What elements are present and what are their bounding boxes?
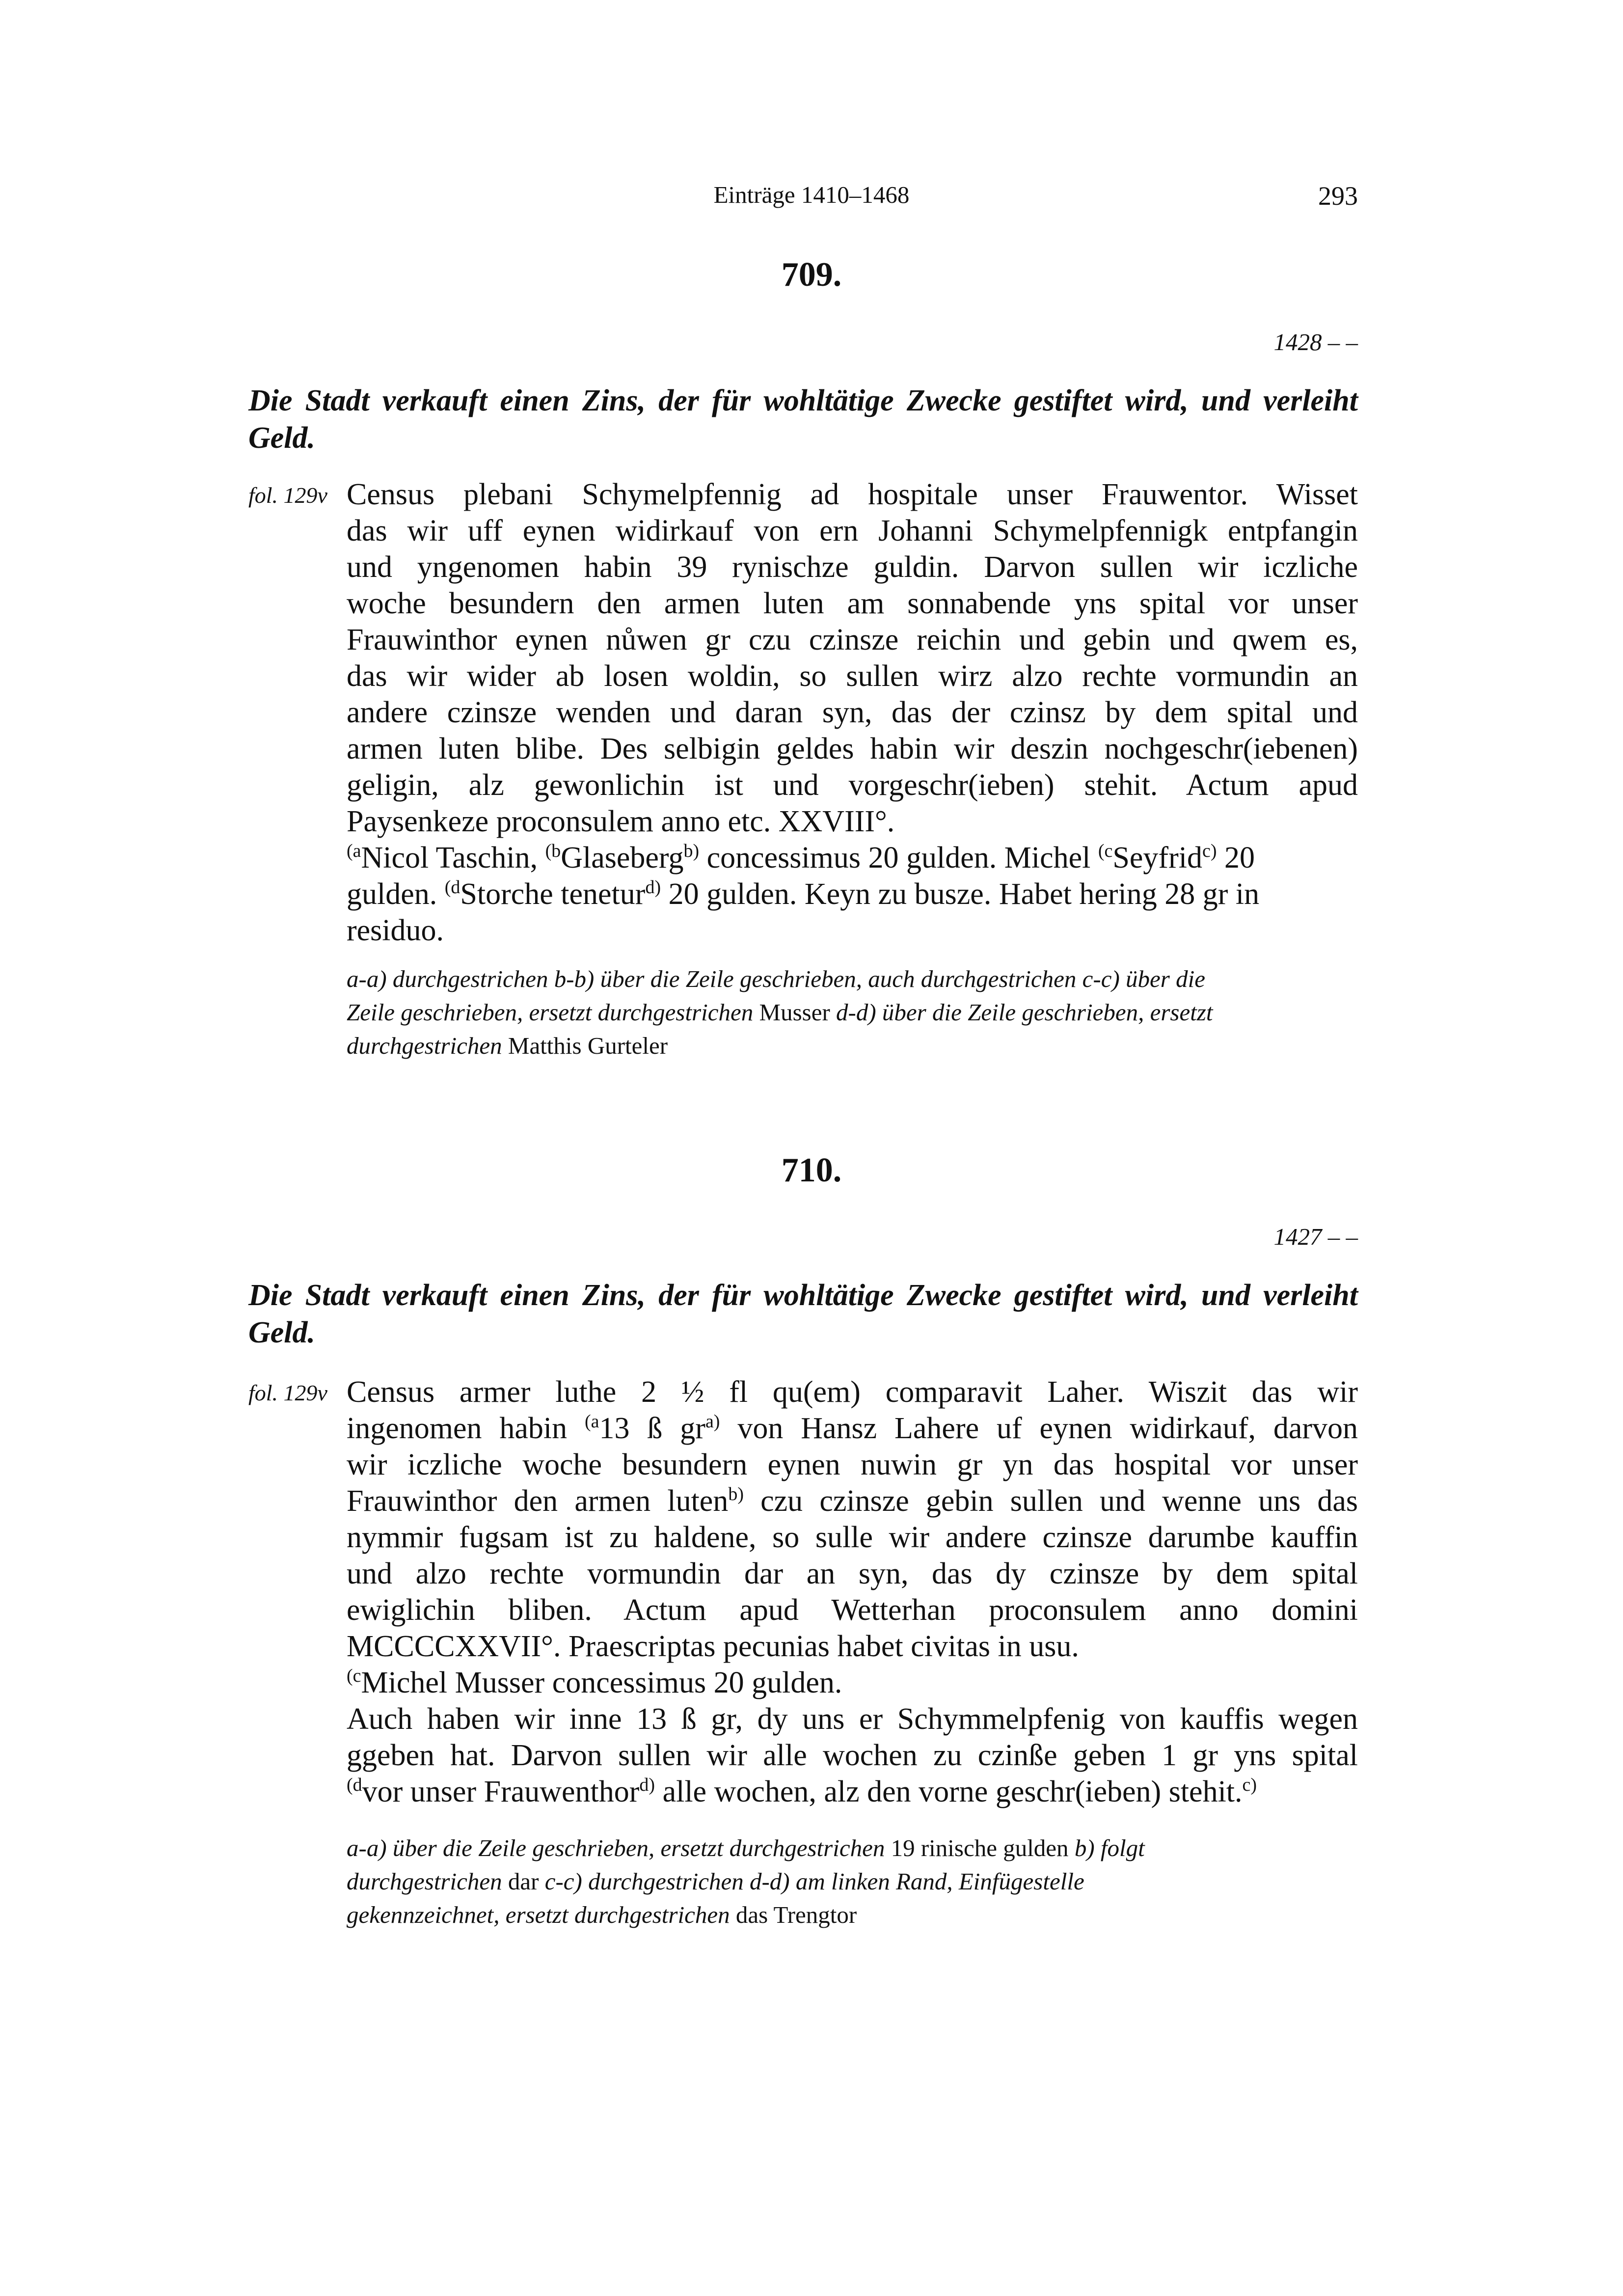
text-line: geligin, alz gewonlichin ist und vorgeschr(ieben) stehit. Actum apud xyxy=(347,768,1358,802)
note-marker: (a xyxy=(347,841,361,861)
text-line: woche besundern den armen luten am sonnabende yns spital vor unser xyxy=(347,587,1358,620)
text-run: gulden. xyxy=(347,877,445,911)
entry-number: 710. xyxy=(781,1151,842,1189)
text-run: Michel Musser concessimus 20 gulden. xyxy=(361,1666,842,1699)
note-run: Zeile geschrieben, ersetzt durchgestrichen xyxy=(347,999,754,1026)
text-run: Storche tenetur xyxy=(460,877,646,911)
insert-line xyxy=(347,1665,1358,1701)
text-line xyxy=(347,1410,1358,1447)
text-run: Frauwinthor den armen luten xyxy=(347,1484,729,1518)
note-marker: (d xyxy=(444,877,460,898)
entry-text xyxy=(347,1374,1358,1810)
note-line xyxy=(347,1898,1358,1932)
note-run: Matthis Gurteler xyxy=(502,1032,668,1059)
note-run: dar xyxy=(502,1868,545,1895)
page-number: 293 xyxy=(1318,181,1358,211)
note-line xyxy=(347,1831,1358,1865)
text-run: 13 ß gr xyxy=(599,1412,705,1445)
entry-regest: Die Stadt verkauft einen Zins, der für wohltätige Zwecke gestiftet wird, und verleiht Geld. xyxy=(248,1279,1358,1349)
critical-apparatus xyxy=(347,962,1358,1063)
entry-regest: Die Stadt verkauft einen Zins, der für wohltätige Zwecke gestiftet wird, und verleiht Geld. xyxy=(248,384,1358,455)
entry-date: 1428 – – xyxy=(1273,328,1358,355)
text-run: ingenomen habin xyxy=(347,1412,585,1445)
text-run: 20 xyxy=(1217,841,1255,875)
folio-reference: fol. 129v xyxy=(248,1380,327,1405)
text-run: czu czinsze gebin sullen und wenne uns das xyxy=(744,1484,1358,1518)
text-line: und alzo rechte vormundin dar an syn, das dy czinsze by dem spital xyxy=(347,1557,1358,1590)
text-line: andere czinsze wenden und daran syn, das der czinsz by dem spital und xyxy=(347,696,1358,729)
insert-line xyxy=(347,840,1358,876)
note-marker: a) xyxy=(705,1411,720,1432)
note-marker: (b xyxy=(545,841,561,861)
note-line xyxy=(347,1029,1358,1063)
text-line: Frauwinthor eynen nůwen gr czu czinsze reichin und gebin und qwem es, xyxy=(347,623,1358,656)
text-run: Seyfrid xyxy=(1112,841,1202,875)
text-run: Glaseberg xyxy=(561,841,684,875)
note-marker: d) xyxy=(639,1775,655,1795)
note-run: d-d) über die Zeile geschrieben, ersetzt xyxy=(836,999,1213,1026)
note-marker: (c xyxy=(1098,841,1113,861)
folio-reference: fol. 129v xyxy=(248,483,327,508)
note-marker: b) xyxy=(728,1484,744,1504)
note-run: a-a) über die Zeile geschrieben, ersetzt durchgestrichen xyxy=(347,1834,885,1861)
insert-line xyxy=(347,876,1358,912)
note-run: b) folgt xyxy=(1074,1834,1145,1861)
insert-line: residuo. xyxy=(347,914,444,947)
note-run: 19 rinische gulden xyxy=(885,1834,1075,1861)
text-line: Census plebani Schymelpfennig ad hospitale unser Frauwentor. Wisset xyxy=(347,478,1358,511)
note-run: durchgestrichen xyxy=(347,1032,502,1059)
text-run: alle wochen, alz den vorne geschr(ieben) stehit. xyxy=(655,1775,1243,1808)
note-marker: (d xyxy=(347,1775,362,1795)
text-run: vor unser Frauwenthor xyxy=(362,1775,640,1808)
text-run: 20 gulden. Keyn zu busze. Habet hering 28 gr in xyxy=(661,877,1260,911)
note-marker: (c xyxy=(347,1666,361,1686)
text-line: das wir wider ab losen woldin, so sullen wirz alzo rechte vormundin an xyxy=(347,659,1358,693)
note-marker: d) xyxy=(645,877,661,898)
text-line: armen luten blibe. Des selbigin geldes habin wir deszin nochgeschr(iebenen) xyxy=(347,732,1358,765)
note-marker: c) xyxy=(1202,841,1217,861)
note-marker: c) xyxy=(1242,1775,1257,1795)
entry-text xyxy=(347,476,1358,949)
text-run: von Hansz Lahere uf eynen widirkauf, darvon xyxy=(720,1412,1358,1445)
entry-date: 1427 – – xyxy=(1273,1223,1358,1250)
critical-apparatus xyxy=(347,1831,1358,1932)
note-line xyxy=(347,996,1358,1029)
note-run: c-c) durchgestrichen d-d) am linken Rand, Einfügestelle xyxy=(544,1868,1084,1895)
note-marker: (a xyxy=(585,1411,599,1432)
note-run: Musser xyxy=(753,999,837,1026)
text-line: und yngenomen habin 39 rynischze guldin. Darvon sullen wir iczliche xyxy=(347,550,1358,584)
running-title: Einträge 1410–1468 xyxy=(713,181,910,208)
text-run: Nicol Taschin, xyxy=(361,841,545,875)
text-run: concessimus 20 gulden. Michel xyxy=(699,841,1098,875)
text-line: Paysenkeze proconsulem anno etc. XXVIII°. xyxy=(347,805,895,838)
entry-number: 709. xyxy=(781,256,842,294)
note-line xyxy=(347,962,1358,996)
text-line: Census armer luthe 2 ½ fl qu(em) comparavit Laher. Wiszit das wir xyxy=(347,1375,1358,1409)
note-line xyxy=(347,1865,1358,1898)
note-run: gekennzeichnet, ersetzt durchgestrichen xyxy=(347,1901,730,1928)
text-line: wir iczliche woche besundern eynen nuwin gr yn das hospital vor unser xyxy=(347,1448,1358,1481)
text-line: nymmir fugsam ist zu haldene, so sulle wir andere czinsze darumbe kauffin xyxy=(347,1521,1358,1554)
text-line: MCCCCXXVII°. Praescriptas pecunias habet civitas in usu. xyxy=(347,1630,1079,1663)
note-run: das Trengtor xyxy=(730,1901,857,1928)
note-run: durchgestrichen xyxy=(347,1868,502,1895)
text-line xyxy=(347,1774,1358,1810)
text-line: Auch haben wir inne 13 ß gr, dy uns er Schymmelpfenig von kauffis wegen xyxy=(347,1702,1358,1736)
text-line: das wir uff eynen widirkauf von ern Johanni Schymelpfennigk entpfangin xyxy=(347,514,1358,547)
text-line: ggeben hat. Darvon sullen wir alle wochen zu czinße geben 1 gr yns spital xyxy=(347,1739,1358,1772)
text-line: ewiglichin bliben. Actum apud Wetterhan proconsulem anno domini xyxy=(347,1593,1358,1627)
text-line xyxy=(347,1483,1358,1519)
note-marker: b) xyxy=(683,841,700,861)
note-run: a-a) durchgestrichen b-b) über die Zeile geschrieben, auch durchgestrichen c-c) über die xyxy=(347,965,1205,992)
